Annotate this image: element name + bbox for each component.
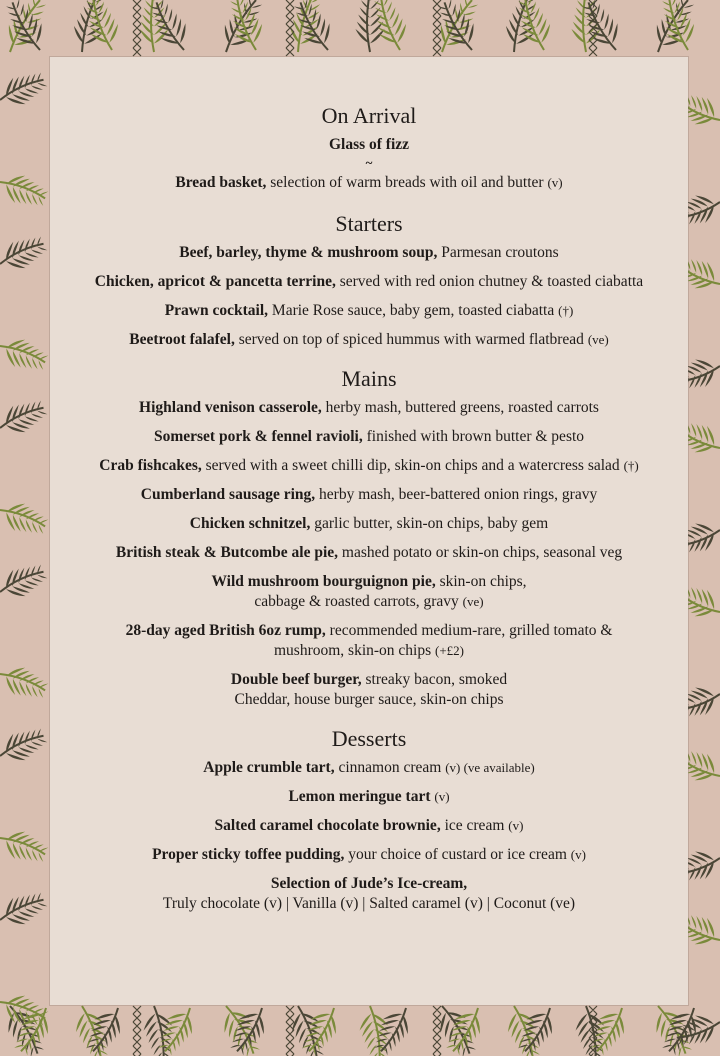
ribbon-pattern	[286, 0, 294, 56]
section-desserts	[50, 724, 688, 914]
leaf-frond	[152, 1001, 203, 1056]
leaf-frond	[0, 332, 51, 376]
item-tag: (v)	[434, 789, 450, 804]
leaf-frond	[356, 1003, 394, 1056]
menu-item	[50, 301, 688, 321]
item-tag: (ve)	[587, 332, 609, 347]
item-desc: served with red onion chutney & toasted ciabatta	[335, 273, 644, 290]
item-tag: (v) (ve available)	[445, 760, 535, 775]
item-tag: (†)	[558, 303, 574, 318]
leaf-frond	[0, 660, 51, 704]
item-desc: cinnamon cream	[334, 759, 446, 776]
menu-item	[50, 670, 688, 710]
section-starters	[50, 209, 688, 350]
section-mains	[50, 364, 688, 710]
item-name: Chicken schnitzel,	[189, 515, 311, 532]
section-title: Mains	[341, 366, 397, 391]
ribbon-pattern	[286, 1006, 294, 1056]
item-name: Somerset pork & fennel ravioli,	[153, 428, 363, 445]
menu-item	[50, 330, 688, 350]
section-title: Starters	[335, 211, 403, 236]
leaf-frond	[0, 66, 50, 113]
item-desc: herby mash, buttered greens, roasted carrots	[321, 399, 599, 416]
item-desc: finished with brown butter & pesto	[362, 428, 585, 445]
menu-item	[50, 243, 688, 263]
item-desc: Marie Rose sauce, baby gem, toasted ciabatta	[268, 302, 559, 319]
item-name: Apple crumble tart,	[203, 759, 335, 776]
leaf-frond	[368, 1001, 419, 1056]
menu-item	[50, 173, 688, 193]
menu-item	[50, 543, 688, 563]
item-name: Prawn cocktail,	[164, 302, 269, 319]
section-title: On Arrival	[321, 103, 417, 128]
item-name: British steak & Butcombe ale pie,	[115, 544, 339, 561]
item-name: Glass of fizz	[328, 136, 410, 153]
leaf-frond	[0, 394, 50, 441]
menu-item	[50, 427, 688, 447]
leaf-frond	[500, 1001, 546, 1056]
item-desc: recommended medium-rare, grilled tomato & mushroom, skin-on chips	[273, 622, 613, 659]
leaf-frond	[0, 558, 50, 605]
item-name: Double beef burger,	[230, 671, 362, 688]
menu-item	[50, 272, 688, 292]
leaf-frond	[367, 0, 413, 55]
leaf-frond	[0, 168, 51, 212]
section-on-arrival	[50, 101, 688, 193]
menu-item	[50, 845, 688, 865]
leaf-frond	[68, 1001, 114, 1056]
menu-item	[50, 816, 688, 836]
item-name: Beef, barley, thyme & mushroom soup,	[179, 244, 438, 261]
separator-tilde: ~	[365, 155, 373, 170]
item-name: Lemon meringue tart	[288, 788, 431, 805]
section-title: Desserts	[331, 726, 407, 751]
item-desc: Parmesan croutons	[437, 244, 559, 261]
item-name: Bread basket,	[175, 174, 267, 191]
item-desc: garlic butter, skin-on chips, baby gem	[310, 515, 549, 532]
item-desc: skin-on chips, cabbage & roasted carrots, gravy	[254, 573, 527, 610]
item-desc: your choice of custard or ice cream	[344, 846, 571, 863]
item-desc: herby mash, beer-battered onion rings, gravy	[315, 486, 598, 503]
leaf-frond	[0, 824, 51, 868]
item-desc: selection of warm breads with oil and butter	[266, 174, 548, 191]
item-desc: ice cream	[440, 817, 509, 834]
item-name: Proper sticky toffee pudding,	[152, 846, 345, 863]
item-desc: served on top of spiced hummus with warmed flatbread	[234, 331, 588, 348]
leaf-frond	[68, 0, 112, 56]
menu-item	[50, 621, 688, 661]
menu-content	[50, 101, 688, 923]
item-tag: (†)	[623, 458, 639, 473]
item-desc: mashed potato or skin-on chips, seasonal veg	[338, 544, 623, 561]
item-name: Cumberland sausage ring,	[140, 486, 316, 503]
leaf-frond	[0, 230, 50, 277]
leaf-frond	[355, 0, 384, 52]
menu-item	[50, 514, 688, 534]
menu-item	[50, 787, 688, 807]
leaf-frond	[500, 0, 544, 56]
item-name: Chicken, apricot & pancetta terrine,	[94, 273, 336, 290]
leaf-frond	[0, 722, 50, 769]
leaf-frond	[140, 1003, 178, 1056]
item-tag: (+£2)	[435, 643, 465, 658]
menu-item	[50, 485, 688, 505]
item-tag: (ve)	[462, 594, 484, 609]
ribbon-pattern	[433, 1006, 441, 1056]
item-name: Wild mushroom bourguignon pie,	[211, 573, 436, 590]
item-tag: (v)	[570, 847, 586, 862]
item-sub: Truly chocolate (v) | Vanilla (v) | Salted caramel (v) | Coconut (ve)	[162, 895, 576, 912]
ribbon-pattern	[133, 0, 141, 56]
item-desc: served with a sweet chilli dip, skin-on chips and a watercress salad	[201, 457, 624, 474]
menu-item	[50, 874, 688, 914]
item-name: Salted caramel chocolate brownie,	[214, 817, 441, 834]
menu-item	[50, 398, 688, 418]
menu-item	[50, 456, 688, 476]
item-tag: (v)	[547, 175, 563, 190]
menu-item	[50, 758, 688, 778]
leaf-frond	[0, 496, 51, 540]
item-name: Selection of Jude’s Ice-cream,	[270, 875, 468, 892]
menu-item	[50, 135, 688, 155]
item-name: 28-day aged British 6oz rump,	[125, 622, 326, 639]
item-name: Highland venison casserole,	[139, 399, 322, 416]
item-desc: streaky bacon, smoked Cheddar, house burger sauce, skin-on chips	[234, 671, 508, 708]
item-name: Beetroot falafel,	[129, 331, 235, 348]
ribbon-pattern	[433, 0, 441, 56]
item-tag: (v)	[508, 818, 524, 833]
leaf-frond	[0, 886, 50, 933]
menu-item	[50, 572, 688, 612]
menu-card	[50, 57, 688, 1005]
ribbon-pattern	[133, 1006, 141, 1056]
item-name: Crab fishcakes,	[99, 457, 202, 474]
